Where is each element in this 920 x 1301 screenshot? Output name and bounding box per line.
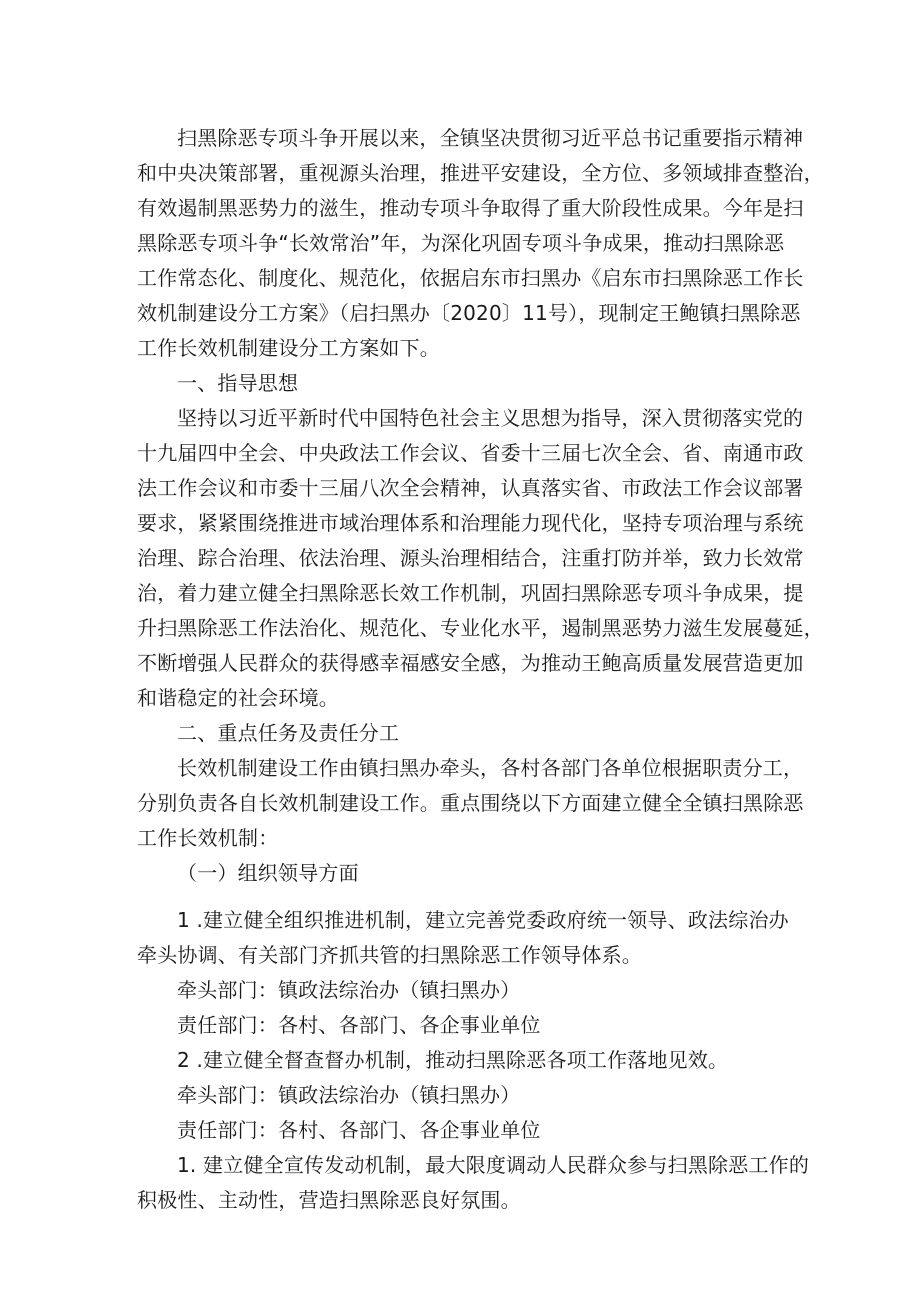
body-line: 升扫黑除恶工作法治化、规范化、专业化水平，遏制黑恶势力滋生发展蔓延， xyxy=(137,616,824,640)
body-line: 分别负责各自长效机制建设工作。重点围绕以下方面建立健全全镇扫黑除恶 xyxy=(137,791,804,815)
body-line: 工作长效机制： xyxy=(137,826,279,850)
body-line: 牵头协调、有关部门齐抓共管的扫黑除恶工作领导体系。 xyxy=(137,943,642,967)
body-line: 要求，紧紧围绕推进市域治理体系和治理能力现代化，坚持专项治理与系统 xyxy=(137,511,804,535)
intro-line: 黑除恶专项斗争“长效常治”年，为深化巩固专项斗争成果，推动扫黑除恶 xyxy=(137,231,785,255)
body-line: 不断增强人民群众的获得感幸福感安全感，为推动王鲍高质量发展营造更加 xyxy=(137,651,804,675)
body-line: 治，着力建立健全扫黑除恶长效工作机制，巩固扫黑除恶专项斗争成果，提 xyxy=(137,581,804,605)
body-line: 积极性、主动性，营造扫黑除恶良好氛围。 xyxy=(137,1188,521,1212)
item-paragraph: 2 .建立健全督查督办机制，推动扫黑除恶各项工作落地见效。 xyxy=(177,1048,729,1072)
intro-line: 效机制建设分工方案》（启扫黑办〔2020〕11号），现制定王鲍镇扫黑除恶 xyxy=(137,301,801,325)
body-line: 1. 建立健全宣传发动机制，最大限度调动人民群众参与扫黑除恶工作的 xyxy=(177,1153,810,1177)
responsible-department: 责任部门：各村、各部门、各企事业单位 xyxy=(177,1013,541,1037)
intro-line: 和中央决策部署，重视源头治理，推进平安建设，全方位、多领域排查整治， xyxy=(137,161,824,185)
intro-line: 工作长效机制建设分工方案如下。 xyxy=(137,336,440,360)
body-line: 十九届四中全会、中央政法工作会议、省委十三届七次全会、省、南通市政 xyxy=(137,441,804,465)
responsible-department: 责任部门：各村、各部门、各企事业单位 xyxy=(177,1118,541,1142)
intro-line: 扫黑除恶专项斗争开展以来，全镇坚决贯彻习近平总书记重要指示精神 xyxy=(177,126,804,150)
body-line: 和谐稳定的社会环境。 xyxy=(137,686,339,710)
lead-department: 牵头部门：镇政法综治办（镇扫黑办） xyxy=(177,978,521,1002)
subsection-heading: （一）组织领导方面 xyxy=(177,861,359,885)
body-line: 法工作会议和市委十三届八次全会精神，认真落实省、市政法工作会议部署 xyxy=(137,476,804,500)
body-line: 治理、踪合治理、依法治理、源头治理相结合，注重打防并举，致力长效常 xyxy=(137,546,804,570)
lead-department: 牵头部门：镇政法综治办（镇扫黑办） xyxy=(177,1083,521,1107)
body-line: 坚持以习近平新时代中国特色社会主义思想为指导，深入贯彻落实党的 xyxy=(177,406,804,430)
body-line: 1 .建立健全组织推进机制，建立完善党委政府统一领导、政法综治办 xyxy=(177,908,789,932)
section-heading: 一、指导思想 xyxy=(177,371,299,395)
section-heading: 二、重点任务及责任分工 xyxy=(177,721,400,745)
body-line: 长效机制建设工作由镇扫黑办牵头，各村各部门各单位根据职责分工， xyxy=(177,756,804,780)
intro-line: 有效遏制黑恶势力的滋生，推动专项斗争取得了重大阶段性成果。今年是扫 xyxy=(137,196,804,220)
intro-line: 工作常态化、制度化、规范化，依据启东市扫黑办《启东市扫黑除恶工作长 xyxy=(137,266,804,290)
